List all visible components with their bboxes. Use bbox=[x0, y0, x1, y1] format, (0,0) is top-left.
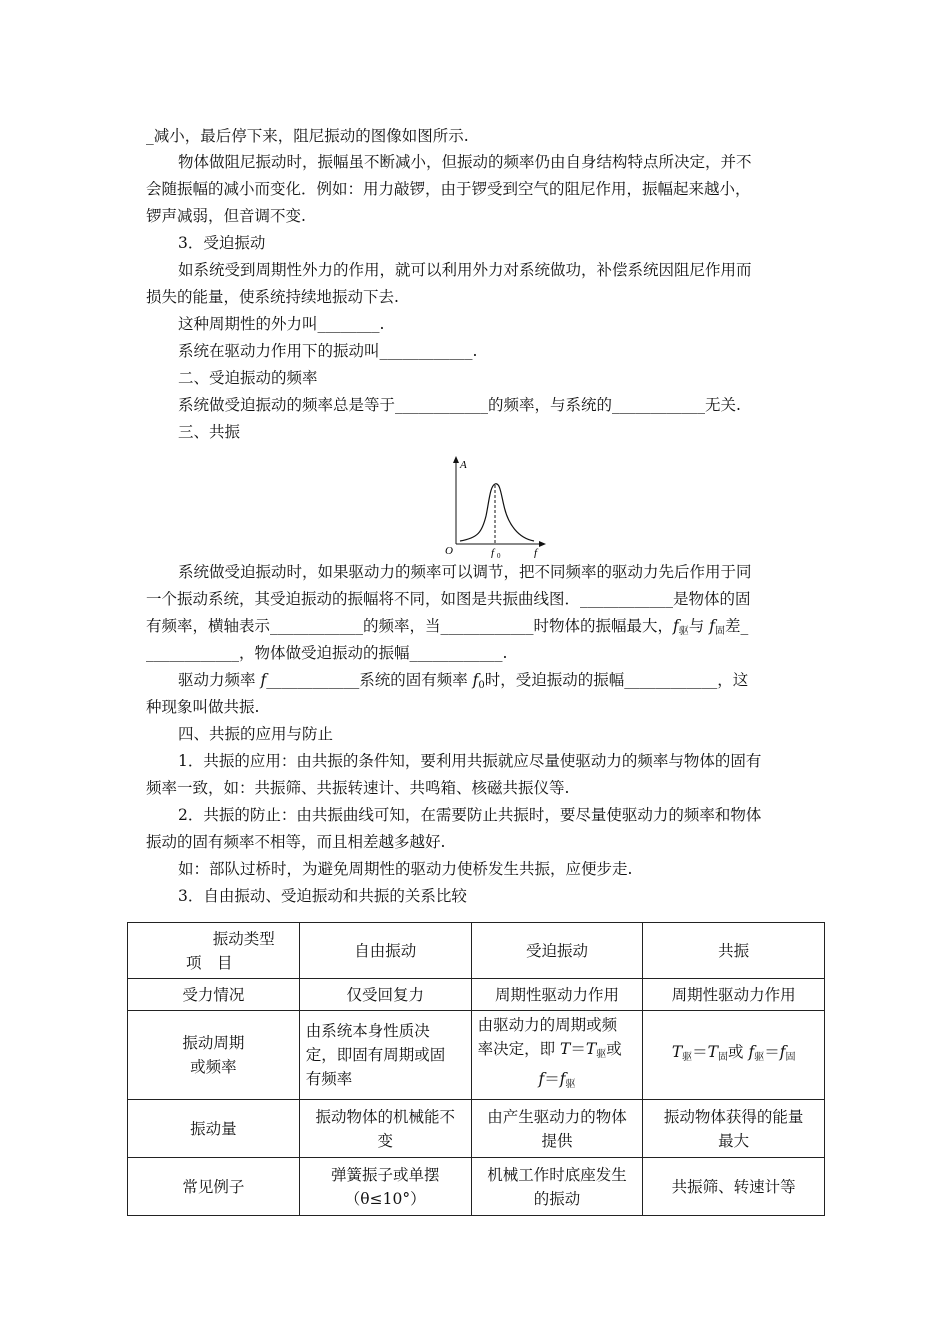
paragraph-line: 2．共振的防止：由共振曲线可知，在需要防止共振时，要尽量使驱动力的频率和物体 bbox=[178, 806, 762, 824]
paragraph-line: 锣声减弱，但音调不变. bbox=[146, 207, 306, 225]
text-fragment: 与 bbox=[688, 617, 710, 635]
table-cell: 仅受回复力 bbox=[299, 979, 471, 1011]
table-cell bbox=[643, 1100, 825, 1158]
cell-line: （θ≤10°） bbox=[344, 1189, 426, 1208]
fill-blank-line: 系统在驱动力作用下的振动叫____________. bbox=[178, 342, 478, 360]
table-cell bbox=[299, 1011, 471, 1100]
table-cell bbox=[471, 1100, 643, 1158]
table-row bbox=[128, 1100, 825, 1158]
paragraph-line bbox=[146, 616, 748, 642]
math-sub: 驱 bbox=[682, 1052, 693, 1063]
comparison-table bbox=[127, 922, 825, 1216]
math-op: ＝ bbox=[570, 1040, 586, 1058]
math-var: T bbox=[707, 1043, 719, 1061]
table-header-cell: 共振 bbox=[643, 923, 825, 979]
cell-line: 机械工作时底座发生 bbox=[487, 1165, 627, 1184]
table-cell bbox=[299, 1158, 471, 1216]
table-row bbox=[128, 1011, 825, 1100]
table-header-cell: 自由振动 bbox=[299, 923, 471, 979]
table-row bbox=[128, 979, 825, 1011]
cell-line: 的振动 bbox=[533, 1189, 581, 1208]
math-var: f bbox=[748, 1043, 755, 1061]
math-var: f bbox=[709, 617, 715, 635]
label-line: 或频率 bbox=[190, 1058, 237, 1076]
cell-line: 由系统本身性质决 bbox=[305, 1022, 430, 1040]
math-var: f bbox=[779, 1043, 786, 1061]
label-line: 振动周期 bbox=[182, 1034, 245, 1052]
paragraph-line: 物体做阻尼振动时，振幅虽不断减小，但振动的频率仍由自身结构特点所决定，并不 bbox=[178, 153, 752, 171]
peak-label-subscript: 0 bbox=[497, 552, 501, 558]
origin-label: O bbox=[445, 545, 453, 557]
cell-line bbox=[478, 1067, 637, 1097]
table-row-label: 振动量 bbox=[128, 1100, 300, 1158]
text-fragment: 时，受迫振动的振幅____________，这 bbox=[484, 671, 749, 689]
math-var: T bbox=[671, 1043, 683, 1061]
cell-line: 提供 bbox=[541, 1131, 573, 1150]
math-op: ＝ bbox=[692, 1043, 708, 1061]
table-header-corner bbox=[128, 923, 300, 979]
section-heading: 三、共振 bbox=[178, 423, 241, 441]
table-cell: 周期性驱动力作用 bbox=[643, 979, 825, 1011]
text-fragment: 差_ bbox=[724, 617, 749, 635]
math-sub: 驱 bbox=[754, 1052, 765, 1063]
table-cell bbox=[471, 1158, 643, 1216]
table-row-label: 受力情况 bbox=[128, 979, 300, 1011]
paragraph-line: 一个振动系统，其受迫振动的振幅将不同，如图是共振曲线图．____________是物体的固 bbox=[146, 590, 751, 608]
fill-blank-line: ____________，物体做受迫振动的振幅____________. bbox=[146, 644, 508, 662]
fill-blank-line bbox=[178, 670, 748, 696]
math-var: T bbox=[560, 1040, 571, 1058]
math-var: f bbox=[260, 671, 267, 689]
section-heading: 3．受迫振动 bbox=[178, 234, 266, 252]
section-heading: 3．自由振动、受迫振动和共振的关系比较 bbox=[178, 887, 467, 905]
math-sub: 驱 bbox=[678, 626, 689, 637]
text-fragment: 有频率，横轴表示____________的频率，当____________时物体的振幅最大， bbox=[146, 617, 674, 635]
table-cell bbox=[643, 1011, 825, 1100]
paragraph-line: 如：部队过桥时，为避免周期性的驱动力使桥发生共振，应便步走. bbox=[178, 860, 633, 878]
math-op: ＝ bbox=[544, 1070, 560, 1088]
math-sub: 驱 bbox=[596, 1049, 607, 1060]
math-sub: 固 bbox=[785, 1052, 796, 1063]
section-heading: 四、共振的应用与防止 bbox=[178, 725, 334, 743]
paragraph-line: 系统做受迫振动时，如果驱动力的频率可以调节，把不同频率的驱动力先后作用于同 bbox=[178, 563, 752, 581]
math-var: f bbox=[538, 1070, 545, 1088]
math-op: ＝ bbox=[764, 1043, 780, 1061]
cell-line: 振动物体获得的能量 bbox=[663, 1107, 804, 1126]
header-type-label: 振动类型 bbox=[212, 929, 275, 948]
fill-blank-line: 这种周期性的外力叫________. bbox=[178, 315, 385, 333]
cell-line: 振动物体的机械能不 bbox=[315, 1107, 455, 1126]
math-sub: 固 bbox=[714, 626, 725, 637]
paragraph-line: 损失的能量，使系统持续地振动下去. bbox=[146, 288, 399, 306]
cell-line: 率决定，即 bbox=[477, 1040, 561, 1058]
x-axis-arrow-icon bbox=[539, 541, 546, 547]
math-var: f bbox=[472, 671, 479, 689]
paragraph-line: 频率一致，如：共振筛、共振转速计、共鸣箱、核磁共振仪等. bbox=[146, 779, 570, 797]
paragraph-line: _减小，最后停下来，阻尼振动的图像如图所示. bbox=[146, 127, 469, 145]
paragraph-line: 会随振幅的减小而变化．例如：用力敲锣，由于锣受到空气的阻尼作用，振幅起来越小， bbox=[146, 180, 751, 198]
cell-line: 变 bbox=[377, 1131, 393, 1150]
paragraph-line: 1．共振的应用：由共振的条件知，要利用共振就应尽量使驱动力的频率与物体的固有 bbox=[178, 752, 762, 770]
y-axis-label: A bbox=[460, 459, 467, 471]
math-sub: 0 bbox=[478, 680, 485, 691]
x-axis-label: f bbox=[534, 547, 538, 558]
math-var: f bbox=[559, 1070, 566, 1088]
table-cell bbox=[299, 1100, 471, 1158]
cell-line: 最大 bbox=[718, 1131, 750, 1150]
y-axis-arrow-icon bbox=[453, 456, 459, 463]
table-cell bbox=[471, 1011, 643, 1100]
paragraph-line: 振动的固有频率不相等，而且相差越多越好. bbox=[146, 833, 446, 851]
math-sub: 驱 bbox=[565, 1079, 576, 1090]
cell-line: 或 bbox=[606, 1040, 622, 1058]
text-fragment: 驱动力频率 bbox=[178, 671, 261, 689]
cell-line: 由产生驱动力的物体 bbox=[487, 1107, 627, 1126]
section-heading: 二、受迫振动的频率 bbox=[178, 369, 318, 387]
fill-blank-line: 系统做受迫振动的频率总是等于____________的频率，与系统的____________无关. bbox=[178, 396, 741, 414]
table-row-label: 常见例子 bbox=[128, 1158, 300, 1216]
math-var: T bbox=[585, 1040, 597, 1058]
header-item-label: 项 目 bbox=[186, 953, 233, 972]
text-fragment: ____________系统的固有频率 bbox=[266, 671, 473, 689]
table-cell: 共振筛、转速计等 bbox=[643, 1158, 825, 1216]
table-cell: 周期性驱动力作用 bbox=[471, 979, 643, 1011]
cell-line: 定，即固有周期或固 bbox=[305, 1046, 446, 1064]
math-var: f bbox=[673, 617, 679, 635]
table-header-cell: 受迫振动 bbox=[471, 923, 643, 979]
resonance-curve-figure bbox=[438, 454, 548, 558]
cell-line: 弹簧振子或单摆 bbox=[330, 1165, 440, 1184]
math-op: 或 bbox=[728, 1043, 749, 1061]
math-sub: 固 bbox=[718, 1052, 729, 1063]
paragraph-line: 种现象叫做共振. bbox=[146, 698, 260, 716]
resonance-curve bbox=[460, 484, 534, 541]
cell-line: 由驱动力的周期或频 bbox=[477, 1016, 618, 1034]
table-row-label bbox=[128, 1011, 300, 1100]
paragraph-line: 如系统受到周期性外力的作用，就可以利用外力对系统做功，补偿系统因阻尼作用而 bbox=[178, 261, 752, 279]
table-row bbox=[128, 1158, 825, 1216]
table-header-row bbox=[128, 923, 825, 979]
cell-line: 有频率 bbox=[305, 1070, 353, 1088]
peak-label: f bbox=[491, 547, 495, 558]
